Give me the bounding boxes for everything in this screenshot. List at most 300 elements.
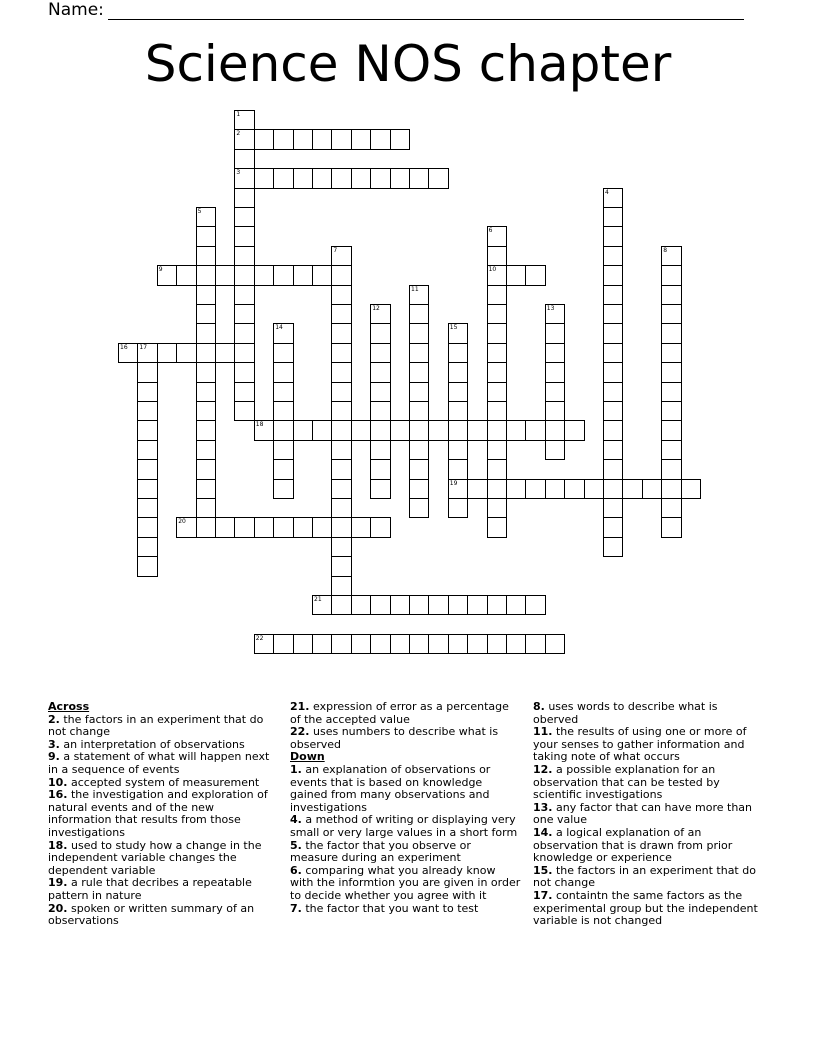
grid-cell[interactable] xyxy=(603,207,623,227)
grid-cell[interactable] xyxy=(506,595,526,615)
grid-cell[interactable] xyxy=(370,382,390,402)
grid-cell[interactable] xyxy=(234,110,254,130)
grid-cell[interactable] xyxy=(467,420,487,440)
grid-cell[interactable] xyxy=(370,420,390,440)
grid-cell[interactable] xyxy=(409,479,429,499)
grid-cell[interactable] xyxy=(487,440,507,460)
grid-cell[interactable] xyxy=(196,304,216,324)
grid-cell[interactable] xyxy=(487,362,507,382)
grid-cell[interactable] xyxy=(603,420,623,440)
grid-cell[interactable] xyxy=(545,634,565,654)
down-clue: 17. containtn the same factors as the experimental group but the independent variable is not changed xyxy=(533,888,758,928)
grid-cell[interactable] xyxy=(370,168,390,188)
grid-cell[interactable] xyxy=(487,226,507,246)
grid-cell[interactable] xyxy=(351,595,371,615)
grid-cell[interactable] xyxy=(603,285,623,305)
grid-cell[interactable] xyxy=(661,246,681,266)
clue-number: 17 xyxy=(139,343,148,351)
grid-cell[interactable] xyxy=(409,440,429,460)
clue-number: 6 xyxy=(488,227,493,235)
grid-cell[interactable] xyxy=(661,420,681,440)
grid-cell[interactable] xyxy=(273,634,293,654)
grid-cell[interactable] xyxy=(331,285,351,305)
grid-cell[interactable] xyxy=(370,517,390,537)
grid-cell[interactable] xyxy=(506,420,526,440)
across-clue: 18. used to study how a change in the independent variable changes the dependent variable xyxy=(48,838,262,877)
clue-number: 4 xyxy=(605,188,609,196)
grid-cell[interactable] xyxy=(409,168,429,188)
grid-cell[interactable] xyxy=(137,382,157,402)
grid-cell[interactable] xyxy=(273,265,293,285)
grid-cell[interactable] xyxy=(487,595,507,615)
grid-cell[interactable] xyxy=(545,343,565,363)
grid-cell[interactable] xyxy=(196,401,216,421)
grid-cell[interactable] xyxy=(409,595,429,615)
grid-cell[interactable] xyxy=(487,323,507,343)
grid-cell[interactable] xyxy=(196,362,216,382)
across-clue: 20. spoken or written summary of an observations xyxy=(48,901,255,928)
grid-cell[interactable] xyxy=(273,323,293,343)
grid-cell[interactable] xyxy=(137,537,157,557)
grid-cell[interactable] xyxy=(254,420,274,440)
name-label: Name: xyxy=(48,0,104,20)
grid-cell[interactable] xyxy=(331,304,351,324)
across-clue: 21. expression of error as a percentage of the accepted value xyxy=(290,700,509,726)
across-clue: 9. a statement of what will happen next in a sequence of events xyxy=(48,750,270,776)
grid-cell[interactable] xyxy=(157,343,177,363)
grid-cell[interactable] xyxy=(137,420,157,440)
grid-cell[interactable] xyxy=(428,634,448,654)
grid-cell[interactable] xyxy=(525,634,545,654)
grid-cell[interactable] xyxy=(196,517,216,537)
grid-cell[interactable] xyxy=(409,634,429,654)
grid-cell[interactable] xyxy=(661,459,681,479)
down-clue: 14. a logical explanation of an observation that is drawn from prior knowledge or experience xyxy=(533,825,733,865)
grid-cell[interactable] xyxy=(234,265,254,285)
grid-cell[interactable] xyxy=(234,226,254,246)
grid-cell[interactable] xyxy=(176,343,196,363)
clue-number: 12 xyxy=(372,305,380,312)
clue-number: 1 xyxy=(236,111,241,118)
grid-cell[interactable] xyxy=(331,440,351,460)
grid-cell[interactable] xyxy=(273,517,293,537)
grid-cell[interactable] xyxy=(234,168,254,188)
clue-number: 11 xyxy=(411,285,419,293)
grid-cell[interactable] xyxy=(312,517,332,537)
grid-cell[interactable] xyxy=(137,459,157,479)
grid-cell[interactable] xyxy=(293,265,313,285)
grid-cell[interactable] xyxy=(564,420,584,440)
grid-cell[interactable] xyxy=(603,440,623,460)
grid-cell[interactable] xyxy=(545,401,565,421)
grid-cell[interactable] xyxy=(448,323,468,343)
grid-cell[interactable] xyxy=(487,459,507,479)
grid-cell[interactable] xyxy=(390,168,410,188)
grid-cell[interactable] xyxy=(196,382,216,402)
grid-cell[interactable] xyxy=(176,517,196,537)
grid-cell[interactable] xyxy=(293,129,313,149)
grid-cell[interactable] xyxy=(409,323,429,343)
grid-cell[interactable] xyxy=(545,382,565,402)
grid-cell[interactable] xyxy=(254,265,274,285)
grid-cell[interactable] xyxy=(196,343,216,363)
down-clue: 7. the factor that you want to test xyxy=(290,901,479,915)
grid-cell[interactable] xyxy=(196,265,216,285)
grid-cell[interactable] xyxy=(661,323,681,343)
grid-cell[interactable] xyxy=(331,129,351,149)
grid-cell[interactable] xyxy=(234,304,254,324)
down-clue: 6. comparing what you already know with the informtion you are given in order to decide whether you agree with it xyxy=(290,863,521,902)
grid-cell[interactable] xyxy=(487,517,507,537)
grid-cell[interactable] xyxy=(293,420,313,440)
grid-cell[interactable] xyxy=(487,634,507,654)
grid-cell[interactable] xyxy=(681,479,701,499)
grid-cell[interactable] xyxy=(370,595,390,615)
grid-cell[interactable] xyxy=(215,517,235,537)
grid-cell[interactable] xyxy=(234,207,254,227)
grid-cell[interactable] xyxy=(661,382,681,402)
grid-cell[interactable] xyxy=(137,362,157,382)
grid-cell[interactable] xyxy=(467,595,487,615)
grid-cell[interactable] xyxy=(196,420,216,440)
grid-cell[interactable] xyxy=(506,265,526,285)
grid-cell[interactable] xyxy=(254,634,274,654)
grid-cell[interactable] xyxy=(487,498,507,518)
down-clue: 8. uses words to describe what is oberved xyxy=(533,700,718,726)
grid-cell[interactable] xyxy=(273,440,293,460)
down-clue: 4. a method of writing or displaying very small or very large values in a short form xyxy=(290,813,518,839)
clue-number: 10 xyxy=(488,266,497,274)
grid-cell[interactable] xyxy=(370,634,390,654)
grid-cell[interactable] xyxy=(545,479,565,499)
grid-cell[interactable] xyxy=(409,401,429,421)
clue-number: 2 xyxy=(236,130,241,138)
grid-cell[interactable] xyxy=(196,440,216,460)
grid-cell[interactable] xyxy=(661,343,681,363)
grid-cell[interactable] xyxy=(273,459,293,479)
grid-cell[interactable] xyxy=(370,323,390,343)
grid-cell[interactable] xyxy=(215,343,235,363)
grid-cell[interactable] xyxy=(390,420,410,440)
grid-cell[interactable] xyxy=(603,265,623,285)
across-clue: 2. the factors in an experiment that do not change xyxy=(48,712,264,739)
grid-cell[interactable] xyxy=(351,517,371,537)
grid-cell[interactable] xyxy=(254,129,274,149)
grid-cell[interactable] xyxy=(331,362,351,382)
grid-cell[interactable] xyxy=(603,517,623,537)
grid-cell[interactable] xyxy=(467,479,487,499)
grid-cell[interactable] xyxy=(137,517,157,537)
grid-cell[interactable] xyxy=(603,304,623,324)
across-clue: 22. uses numbers to describe what is observed xyxy=(290,725,499,751)
grid-cell[interactable] xyxy=(661,285,681,305)
grid-cell[interactable] xyxy=(487,479,507,499)
clue-number: 19 xyxy=(449,479,458,487)
grid-cell[interactable] xyxy=(234,149,254,169)
grid-cell[interactable] xyxy=(448,382,468,402)
grid-cell[interactable] xyxy=(661,479,681,499)
clue-number: 16 xyxy=(120,343,128,351)
grid-cell[interactable] xyxy=(661,265,681,285)
grid-cell[interactable] xyxy=(331,498,351,518)
down-clue: 5. the factor that you observe or measure during an experiment xyxy=(290,838,471,865)
grid-cell[interactable] xyxy=(157,265,177,285)
grid-cell[interactable] xyxy=(331,382,351,402)
grid-cell[interactable] xyxy=(254,168,274,188)
grid-cell[interactable] xyxy=(622,479,642,499)
grid-cell[interactable] xyxy=(642,479,662,499)
down-clue: 12. a possible explanation for an observation that can be tested by scientific investigations xyxy=(533,762,720,802)
grid-cell[interactable] xyxy=(603,498,623,518)
grid-cell[interactable] xyxy=(545,420,565,440)
grid-cell[interactable] xyxy=(487,420,507,440)
grid-cell[interactable] xyxy=(487,304,507,324)
grid-cell[interactable] xyxy=(331,556,351,576)
down-heading: Down xyxy=(290,750,325,764)
grid-cell[interactable] xyxy=(137,479,157,499)
grid-cell[interactable] xyxy=(331,323,351,343)
grid-cell[interactable] xyxy=(137,343,157,363)
grid-cell[interactable] xyxy=(234,323,254,343)
grid-cell[interactable] xyxy=(661,440,681,460)
grid-cell[interactable] xyxy=(234,129,254,149)
grid-cell[interactable] xyxy=(448,479,468,499)
grid-cell[interactable] xyxy=(409,498,429,518)
clue-number: 9 xyxy=(158,266,163,274)
grid-cell[interactable] xyxy=(487,285,507,305)
clue-number: 18 xyxy=(255,421,264,429)
grid-cell[interactable] xyxy=(331,517,351,537)
grid-cell[interactable] xyxy=(467,634,487,654)
grid-cell[interactable] xyxy=(351,420,371,440)
grid-cell[interactable] xyxy=(487,401,507,421)
across-clue: 3. an interpretation of observations xyxy=(48,737,245,751)
grid-cell[interactable] xyxy=(448,498,468,518)
grid-cell[interactable] xyxy=(331,595,351,615)
grid-cell[interactable] xyxy=(409,343,429,363)
clue-number: 7 xyxy=(333,246,338,254)
grid-cell[interactable] xyxy=(273,129,293,149)
grid-cell[interactable] xyxy=(137,440,157,460)
grid-cell[interactable] xyxy=(603,459,623,479)
grid-cell[interactable] xyxy=(196,246,216,266)
grid-cell[interactable] xyxy=(273,343,293,363)
grid-cell[interactable] xyxy=(312,265,332,285)
page-title: Science NOS chapter xyxy=(144,35,672,93)
down-clue: 13. any factor that can have more than one value xyxy=(533,800,753,827)
grid-cell[interactable] xyxy=(196,459,216,479)
grid-cell[interactable] xyxy=(409,362,429,382)
grid-cell[interactable] xyxy=(487,382,507,402)
across-heading: Across xyxy=(48,700,90,713)
grid-cell[interactable] xyxy=(370,343,390,363)
grid-cell[interactable] xyxy=(234,362,254,382)
grid-cell[interactable] xyxy=(409,285,429,305)
grid-cell[interactable] xyxy=(351,168,371,188)
grid-cell[interactable] xyxy=(525,265,545,285)
clues-column-2 xyxy=(290,701,522,915)
grid-cell[interactable] xyxy=(331,537,351,557)
grid-cell[interactable] xyxy=(448,459,468,479)
grid-cell[interactable] xyxy=(448,420,468,440)
grid-cell[interactable] xyxy=(564,479,584,499)
grid-cell[interactable] xyxy=(312,168,332,188)
grid-cell[interactable] xyxy=(312,634,332,654)
grid-cell[interactable] xyxy=(448,343,468,363)
grid-cell[interactable] xyxy=(448,362,468,382)
clue-number: 3 xyxy=(236,169,241,177)
grid-cell[interactable] xyxy=(118,343,138,363)
grid-cell[interactable] xyxy=(603,323,623,343)
grid-cell[interactable] xyxy=(273,401,293,421)
down-clue: 15. the factors in an experiment that do not change xyxy=(533,863,756,890)
grid-cell[interactable] xyxy=(603,226,623,246)
grid-cell[interactable] xyxy=(234,401,254,421)
grid-cell[interactable] xyxy=(487,246,507,266)
grid-cell[interactable] xyxy=(506,634,526,654)
grid-cell[interactable] xyxy=(545,362,565,382)
grid-cell[interactable] xyxy=(273,479,293,499)
grid-cell[interactable] xyxy=(487,343,507,363)
grid-cell[interactable] xyxy=(370,479,390,499)
grid-cell[interactable] xyxy=(428,595,448,615)
grid-cell[interactable] xyxy=(603,362,623,382)
grid-cell[interactable] xyxy=(196,323,216,343)
grid-cell[interactable] xyxy=(584,479,604,499)
grid-cell[interactable] xyxy=(196,207,216,227)
grid-cell[interactable] xyxy=(525,595,545,615)
clues-column-1 xyxy=(48,701,280,928)
grid-cell[interactable] xyxy=(545,440,565,460)
grid-cell[interactable] xyxy=(196,479,216,499)
grid-cell[interactable] xyxy=(428,420,448,440)
clue-number: 14 xyxy=(275,324,283,332)
grid-cell[interactable] xyxy=(293,634,313,654)
grid-cell[interactable] xyxy=(409,304,429,324)
grid-cell[interactable] xyxy=(448,634,468,654)
grid-cell[interactable] xyxy=(661,517,681,537)
grid-cell[interactable] xyxy=(370,440,390,460)
grid-cell[interactable] xyxy=(661,362,681,382)
across-clue: 19. a rule that decribes a repeatable pattern in nature xyxy=(48,876,252,902)
clue-number: 22 xyxy=(255,634,264,642)
grid-cell[interactable] xyxy=(331,420,351,440)
grid-cell[interactable] xyxy=(448,595,468,615)
grid-cell[interactable] xyxy=(409,420,429,440)
across-clue: 16. the investigation and exploration of natural events and of the new information that results from those investigations xyxy=(48,788,268,839)
clue-number: 8 xyxy=(663,246,668,254)
grid-cell[interactable] xyxy=(545,304,565,324)
grid-cell[interactable] xyxy=(661,498,681,518)
grid-cell[interactable] xyxy=(176,265,196,285)
clue-number: 5 xyxy=(197,208,202,215)
grid-cell[interactable] xyxy=(273,168,293,188)
grid-cell[interactable] xyxy=(331,459,351,479)
grid-cell[interactable] xyxy=(234,285,254,305)
grid-cell[interactable] xyxy=(312,420,332,440)
grid-cell[interactable] xyxy=(273,382,293,402)
grid-cell[interactable] xyxy=(370,304,390,324)
down-clue: 11. the results of using one or more of your senses to gather information and taking note of what occurs xyxy=(533,725,747,764)
grid-cell[interactable] xyxy=(390,634,410,654)
down-clue: 1. an explanation of observations or events that is based on knowledge gained from many observations and investigations xyxy=(290,762,491,814)
grid-cell[interactable] xyxy=(234,246,254,266)
clue-number: 21 xyxy=(314,596,322,603)
grid-cell[interactable] xyxy=(603,537,623,557)
grid-cell[interactable] xyxy=(661,304,681,324)
grid-cell[interactable] xyxy=(428,168,448,188)
grid-cell[interactable] xyxy=(312,129,332,149)
clues-column-3 xyxy=(533,701,765,928)
grid-cell[interactable] xyxy=(331,343,351,363)
grid-cell[interactable] xyxy=(545,323,565,343)
clue-number: 13 xyxy=(546,305,555,312)
grid-cell[interactable] xyxy=(603,382,623,402)
grid-cell[interactable] xyxy=(603,479,623,499)
grid-cell[interactable] xyxy=(331,265,351,285)
grid-cell[interactable] xyxy=(390,595,410,615)
grid-cell[interactable] xyxy=(448,401,468,421)
grid-cell[interactable] xyxy=(603,401,623,421)
grid-cell[interactable] xyxy=(215,265,235,285)
grid-cell[interactable] xyxy=(487,265,507,285)
grid-cell[interactable] xyxy=(661,401,681,421)
grid-cell[interactable] xyxy=(525,479,545,499)
grid-cell[interactable] xyxy=(331,168,351,188)
grid-cell[interactable] xyxy=(331,479,351,499)
grid-cell[interactable] xyxy=(234,382,254,402)
clue-number: 15 xyxy=(449,324,458,332)
grid-cell[interactable] xyxy=(506,479,526,499)
grid-cell[interactable] xyxy=(234,188,254,208)
grid-cell[interactable] xyxy=(603,343,623,363)
grid-cell[interactable] xyxy=(370,129,390,149)
grid-cell[interactable] xyxy=(370,362,390,382)
grid-cell[interactable] xyxy=(196,226,216,246)
across-clue: 10. accepted system of measurement xyxy=(48,775,260,789)
grid-cell[interactable] xyxy=(603,246,623,266)
grid-cell[interactable] xyxy=(137,556,157,576)
grid-cell[interactable] xyxy=(273,362,293,382)
grid-cell[interactable] xyxy=(234,343,254,363)
grid-cell[interactable] xyxy=(273,420,293,440)
grid-cell[interactable] xyxy=(196,498,216,518)
grid-cell[interactable] xyxy=(351,634,371,654)
grid-cell[interactable] xyxy=(409,459,429,479)
grid-cell[interactable] xyxy=(331,576,351,596)
grid-cell[interactable] xyxy=(331,401,351,421)
grid-cell[interactable] xyxy=(293,168,313,188)
grid-cell[interactable] xyxy=(370,459,390,479)
grid-cell[interactable] xyxy=(293,517,313,537)
grid-cell[interactable] xyxy=(603,188,623,208)
grid-cell[interactable] xyxy=(312,595,332,615)
grid-cell[interactable] xyxy=(331,634,351,654)
grid-cell[interactable] xyxy=(448,440,468,460)
grid-cell[interactable] xyxy=(409,382,429,402)
grid-cell[interactable] xyxy=(390,129,410,149)
grid-cell[interactable] xyxy=(234,517,254,537)
grid-cell[interactable] xyxy=(370,401,390,421)
clue-number: 20 xyxy=(178,518,186,526)
grid-cell[interactable] xyxy=(351,129,371,149)
grid-cell[interactable] xyxy=(137,498,157,518)
grid-cell[interactable] xyxy=(525,420,545,440)
grid-cell[interactable] xyxy=(137,401,157,421)
grid-cell[interactable] xyxy=(331,246,351,266)
grid-cell[interactable] xyxy=(196,285,216,305)
grid-cell[interactable] xyxy=(254,517,274,537)
